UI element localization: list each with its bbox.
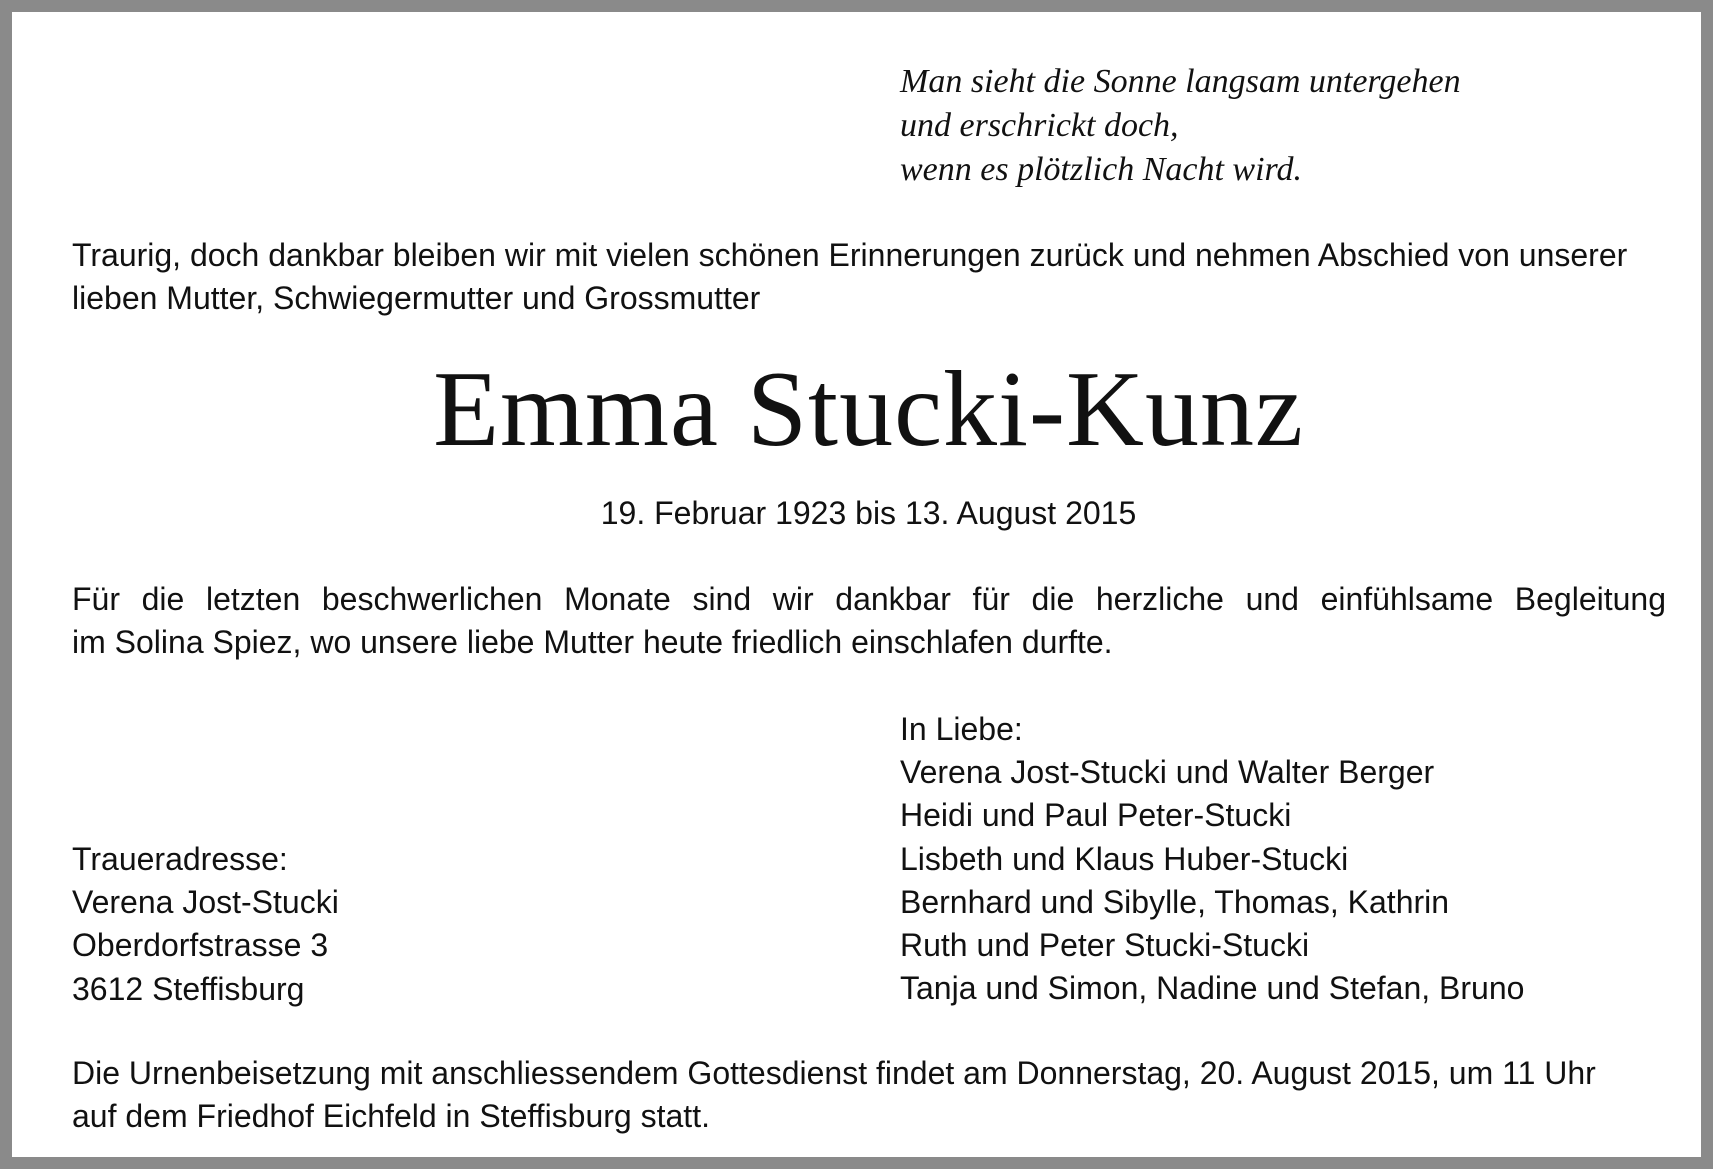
funeral-line: auf dem Friedhof Eichfeld in Steffisburg statt. [72, 1098, 710, 1134]
address-heading: Traueradresse: [72, 841, 288, 877]
thanks-line: Für die letzten beschwerlichen Monate sind wir dankbar für die herzliche und einfühlsame Begleitung [72, 581, 1666, 617]
address-line: Oberdorfstrasse 3 [72, 927, 329, 964]
family-heading: In Liebe: [900, 711, 1023, 747]
funeral-line: Die Urnenbeisetzung mit anschliessendem Gottesdienst findet am Donnerstag, 20. August 2015, um 11 Uhr [72, 1055, 1596, 1091]
motto-line: wenn es plötzlich Nacht wird. [900, 151, 1303, 188]
mourning-address [72, 838, 339, 1011]
intro-line: Traurig, doch dankbar bleiben wir mit vielen schönen Erinnerungen zurück und nehmen Abschied von unserer [72, 237, 1628, 273]
address-line: 3612 Steffisburg [72, 970, 305, 1007]
family-member: Lisbeth und Klaus Huber-Stucki [900, 840, 1349, 877]
deceased-name: Emma Stucki-Kunz [433, 350, 1304, 469]
family-member: Ruth und Peter Stucki-Stucki [900, 927, 1310, 964]
family-member: Verena Jost-Stucki und Walter Berger [900, 754, 1435, 791]
address-line: Verena Jost-Stucki [72, 884, 339, 921]
life-dates: 19. Februar 1923 bis 13. August 2015 [600, 495, 1137, 531]
motto-line: Man sieht die Sonne langsam untergehen [900, 63, 1461, 100]
family-member: Heidi und Paul Peter-Stucki [900, 797, 1292, 834]
family-member: Bernhard und Sibylle, Thomas, Kathrin [900, 883, 1450, 920]
thanks-line: im Solina Spiez, wo unsere liebe Mutter heute friedlich einschlafen durfte. [72, 624, 1113, 660]
family-member: Tanja und Simon, Nadine und Stefan, Bruno [900, 970, 1525, 1007]
family-list [900, 708, 1524, 1010]
motto-verse [900, 60, 1461, 192]
intro-line: lieben Mutter, Schwiegermutter und Grossmutter [72, 280, 761, 316]
motto-line: und erschrickt doch, [900, 107, 1179, 144]
funeral-notice [72, 1052, 1666, 1138]
intro-paragraph [72, 234, 1666, 320]
thanks-paragraph [72, 578, 1666, 664]
